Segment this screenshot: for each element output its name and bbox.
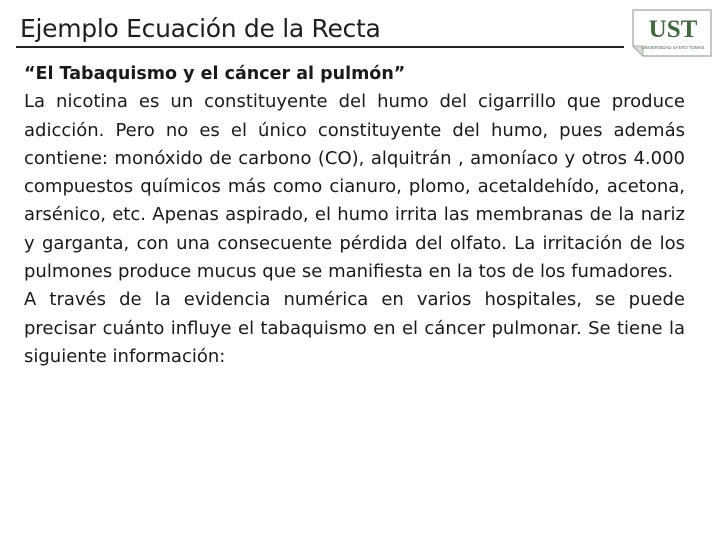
slide-title: Ejemplo Ecuación de la Recta	[20, 14, 381, 43]
ust-logo-text: UST	[648, 16, 698, 43]
paragraph-evidencia: A través de la evidencia numérica en varios hospitales, se puede precisar cuánto influye el tabaquismo en el cáncer pulmonar. Se tiene la siguiente información:	[24, 289, 685, 367]
ust-logo-graphic	[629, 8, 713, 58]
slide-body	[24, 60, 685, 371]
paragraph-nicotina: La nicotina es un constituyente del humo del cigarrillo que produce adicción. Pero no es el único constituyente del humo, pues además contiene: monóxido de carbono (CO), alquitrán , amoníaco y otros 4.000 compuestos químicos más como cianuro, plomo, acetaldehído, acetona, arsénico, etc. Apenas aspirado, el humo irrita las membranas de la nariz y garganta, con una consecuente pérdida del olfato. La irritación de los pulmones produce mucus que se manifiesta en la tos de los fumadores.	[24, 91, 685, 283]
slide-subtitle: “El Tabaquismo y el cáncer al pulmón”	[24, 64, 406, 84]
title-divider	[16, 46, 624, 48]
ust-logo-subtext: UNIVERSIDAD SANTO TOMAS	[641, 45, 705, 50]
ust-logo	[629, 8, 713, 58]
